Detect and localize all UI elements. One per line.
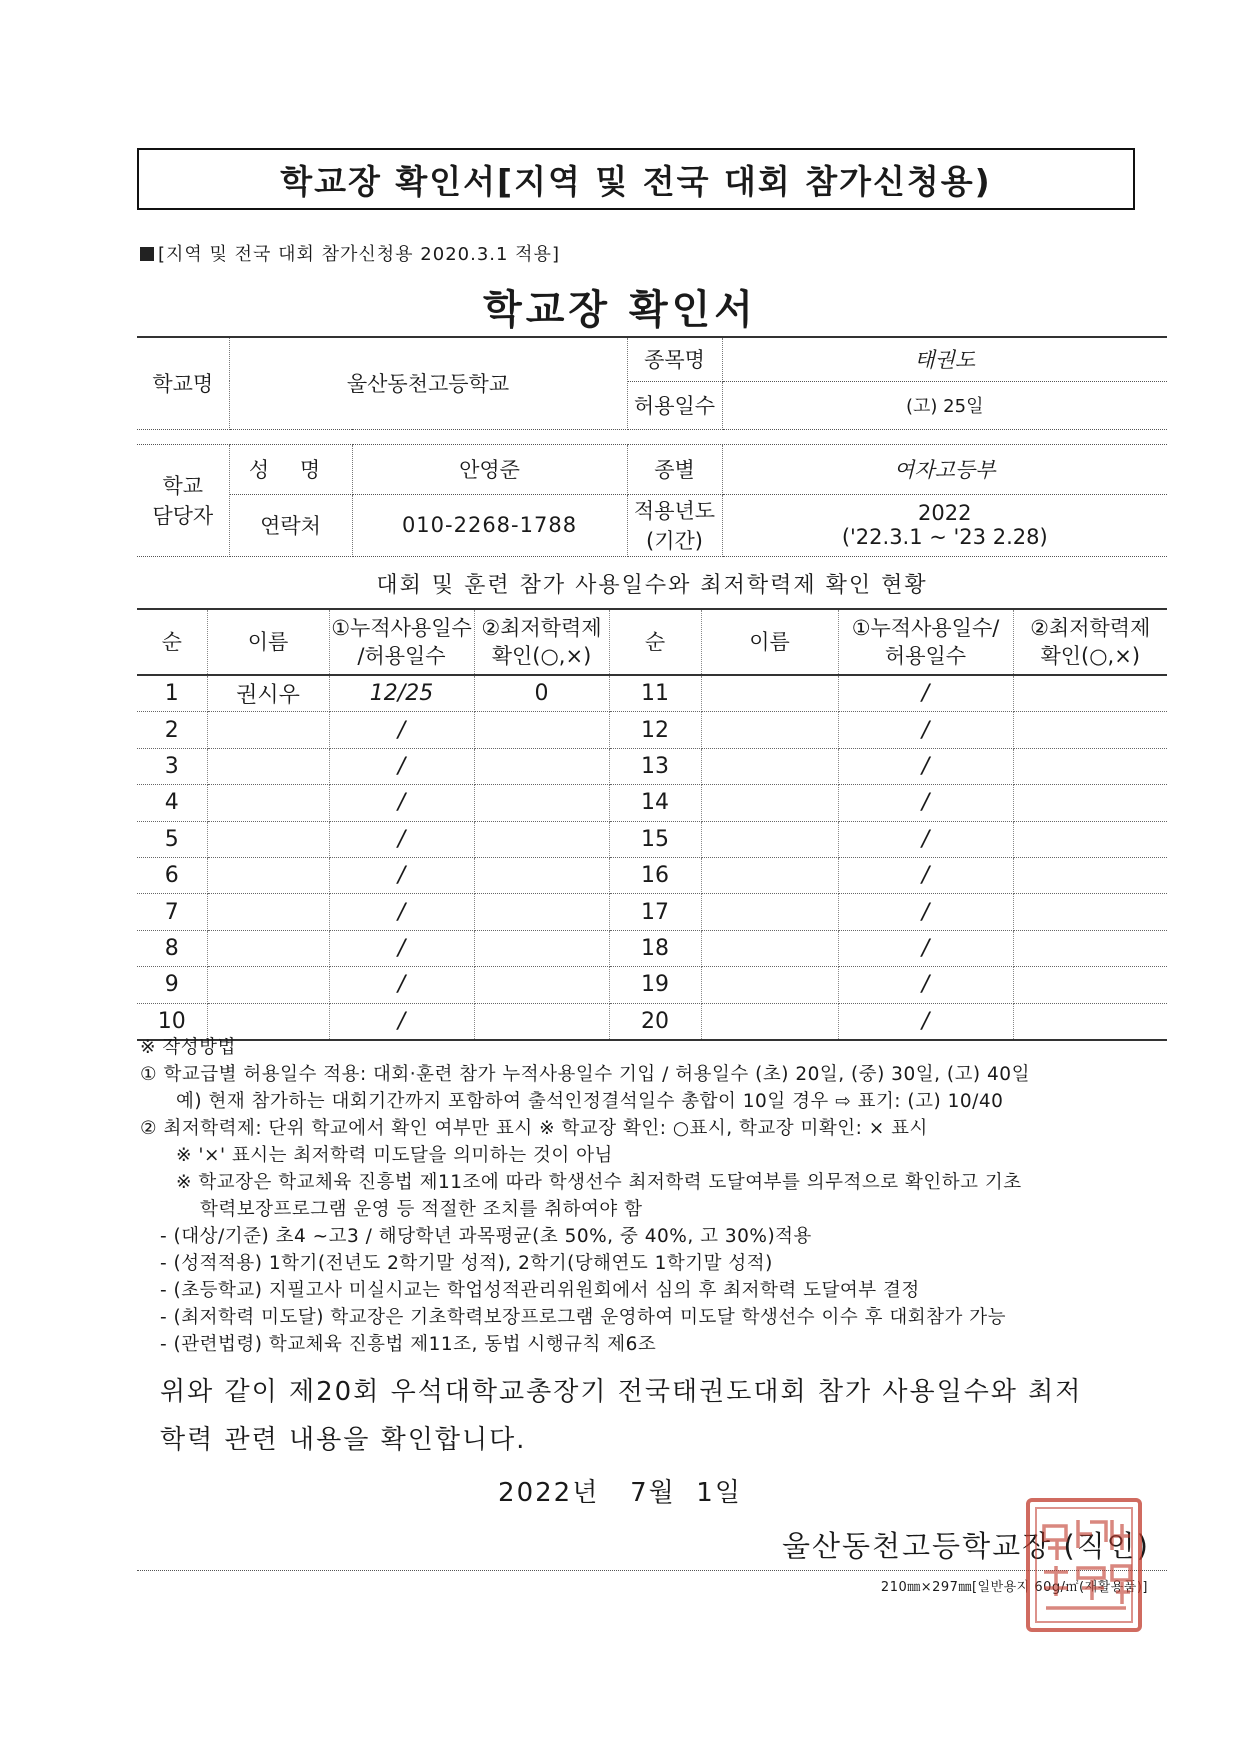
document-header-title: 학교장 확인서[지역 및 전국 대회 참가신청용) [137,148,1135,210]
col-header-days [329,609,474,675]
cumulative-days-cell: / [838,748,1013,784]
col-header-check [474,609,609,675]
cumulative-days-cell: / [329,748,474,784]
student-name-cell [207,785,329,821]
row-number-cell: 5 [137,821,207,857]
row-number-cell: 3 [137,748,207,784]
table-gap [137,429,1167,444]
form-note [140,240,560,266]
min-academic-check-cell [474,894,609,930]
student-name-cell [207,712,329,748]
student-name-cell [701,712,838,748]
event-label: 종목명 [627,337,722,381]
col-header-name-right: 이름 [701,609,838,675]
square-bullet-icon [140,247,154,261]
allowed-days-label: 허용일수 [627,381,722,429]
col-header-check-right-line2: 확인(○,×) [1040,644,1141,668]
cumulative-days-cell: / [329,894,474,930]
table-row [137,785,1167,821]
student-name-cell [701,785,838,821]
name-value: 안영준 [352,444,627,494]
student-name-cell [701,748,838,784]
cumulative-days-cell: / [329,821,474,857]
min-academic-check-cell [474,821,609,857]
student-name-cell [207,967,329,1003]
row-number-cell: 7 [137,894,207,930]
cumulative-days-cell: / [838,967,1013,1003]
min-academic-check-cell [474,967,609,1003]
col-header-check-right-line1: ②최저학력제 [1030,616,1151,640]
cumulative-days-cell: / [838,675,1013,712]
note-line: ② 최저학력제: 단위 학교에서 확인 여부만 표시 ※ 학교장 확인: ○표시, 학교장 미확인: × 표시 [140,1118,928,1139]
row-number-cell: 19 [609,967,701,1003]
row-number-cell: 1 [137,675,207,712]
col-header-days-line1: ①누적사용일수 [331,616,472,640]
cumulative-days-cell: / [329,857,474,893]
cumulative-days-cell: 12/25 [329,675,474,712]
allowed-days-value: (고) 25일 [722,381,1167,429]
table-row [137,712,1167,748]
student-name-cell [701,894,838,930]
note-line: ① 학교급별 허용일수 적용: 대회·훈련 참가 누적사용일수 기입 / 허용일수 (초) 20일, (중) 30일, (고) 40일 [140,1064,1030,1085]
col-header-days-right-line2: 허용일수 [884,644,967,668]
school-info-table [137,336,1167,557]
col-header-name: 이름 [207,609,329,675]
manager-label-line1: 학교 [162,474,204,498]
confirmation-line: 학력 관련 내용을 확인합니다. [160,1425,527,1455]
school-label: 학교명 [137,337,229,429]
min-academic-check-cell [1013,712,1167,748]
cumulative-days-cell: / [329,785,474,821]
contact-value: 010-2268-1788 [352,494,627,556]
year-label [627,494,722,556]
writing-instructions [140,1034,1170,1358]
min-academic-check-cell: 0 [474,675,609,712]
note-line: 예) 현재 참가하는 대회기간까지 포함하여 출석인정결석일수 총합이 10일 경우 ⇨ 표기: (고) 10/40 [176,1091,1004,1112]
roster-header-row [137,609,1167,675]
school-name: 울산동천고등학교 [229,337,627,429]
min-academic-check-cell [474,712,609,748]
min-academic-check-cell [1013,675,1167,712]
min-academic-check-cell [1013,748,1167,784]
student-name-cell [207,821,329,857]
table-row [137,857,1167,893]
manager-label [137,444,229,556]
min-academic-check-cell [1013,894,1167,930]
min-academic-check-cell [1013,967,1167,1003]
student-name-cell [207,748,329,784]
note-line: ※ 학교장은 학교체육 진흥법 제11조에 따라 학생선수 최저학력 도달여부를 의무적으로 확인하고 기초 [176,1172,1022,1193]
student-name-cell [207,857,329,893]
confirmation-line: 위와 같이 제20회 우석대학교총장기 전국태권도대회 참가 사용일수와 최저 [160,1377,1083,1407]
table-row [137,967,1167,1003]
min-academic-check-cell [474,930,609,966]
student-name-cell [207,894,329,930]
min-academic-check-cell [1013,821,1167,857]
student-name-cell [701,675,838,712]
note-line: - (최저학력 미도달) 학교장은 기초학력보장프로그램 운영하여 미도달 학생선수 이수 후 대회참가 가능 [160,1307,1007,1328]
col-header-check-line2: 확인(○,×) [491,644,592,668]
row-number-cell: 13 [609,748,701,784]
year-label-line2: (기간) [646,529,703,553]
col-header-days-right [838,609,1013,675]
official-seal-stamp [1024,1496,1144,1634]
section-title: 대회 및 훈련 참가 사용일수와 최저학력제 확인 현황 [376,573,928,598]
cumulative-days-cell: / [838,1003,1013,1040]
roster-table [137,608,1167,1041]
form-note-text: [지역 및 전국 대회 참가신청용 2020.3.1 적용] [158,244,560,265]
row-number-cell: 10 [137,1003,207,1040]
min-academic-check-cell [1013,785,1167,821]
row-number-cell: 17 [609,894,701,930]
year-value-line2: ('22.3.1 ~ '23 2.28) [841,525,1048,549]
min-academic-check-cell [474,857,609,893]
col-header-days-line2: /허용일수 [357,644,446,668]
row-number-cell: 4 [137,785,207,821]
student-name-cell [701,857,838,893]
note-line: - (관련법령) 학교체육 진흥법 제11조, 동법 시행규칙 제6조 [160,1334,657,1355]
main-title: 학교장 확인서 [483,287,757,333]
event-value: 태권도 [722,337,1167,381]
cumulative-days-cell: / [838,894,1013,930]
cumulative-days-cell: / [329,930,474,966]
student-name-cell [701,930,838,966]
student-name-cell [701,821,838,857]
row-number-cell: 18 [609,930,701,966]
cumulative-days-cell: / [838,857,1013,893]
cumulative-days-cell: / [838,712,1013,748]
cumulative-days-cell: / [329,967,474,1003]
col-header-no-right: 순 [609,609,701,675]
category-label: 종별 [627,444,722,494]
category-value: 여자고등부 [722,444,1167,494]
col-header-days-right-line1: ①누적사용일수/ [851,616,1000,640]
col-header-check-right [1013,609,1167,675]
note-line: - (성적적용) 1학기(전년도 2학기말 성적), 2학기(당해연도 1학기말 성적) [160,1253,773,1274]
col-header-no: 순 [137,609,207,675]
row-number-cell: 14 [609,785,701,821]
contact-label: 연락처 [229,494,352,556]
table-row [137,821,1167,857]
year-value-line1: 2022 [918,501,972,525]
confirmation-statement [160,1368,1160,1464]
row-number-cell: 2 [137,712,207,748]
year-value [722,494,1167,556]
col-header-check-line1: ②최저학력제 [481,616,602,640]
row-number-cell: 6 [137,857,207,893]
row-number-cell: 12 [609,712,701,748]
row-number-cell: 8 [137,930,207,966]
note-line: - (대상/기준) 초4 ~고3 / 해당학년 과목평균(초 50%, 중 40%, 고 30%)적용 [160,1226,812,1247]
principal-signature: 울산동천고등학교장 (직인) [781,1529,1150,1563]
row-number-cell: 20 [609,1003,701,1040]
cumulative-days-cell: / [838,785,1013,821]
min-academic-check-cell [1013,930,1167,966]
row-number-cell: 11 [609,675,701,712]
table-row [137,675,1167,712]
cumulative-days-cell: / [329,1003,474,1040]
note-line: 학력보장프로그램 운영 등 적절한 조치를 취하여야 함 [200,1199,643,1220]
row-number-cell: 9 [137,967,207,1003]
year-label-line1: 적용년도 [633,499,716,523]
cumulative-days-cell: / [329,712,474,748]
min-academic-check-cell [474,785,609,821]
student-name-cell [207,930,329,966]
note-line: ※ '×' 표시는 최저학력 미도달을 의미하는 것이 아님 [176,1145,613,1166]
table-row [137,894,1167,930]
name-label: 성 명 [229,444,352,494]
issue-date: 2022년 7월 1일 [498,1478,742,1508]
row-number-cell: 15 [609,821,701,857]
note-heading: ※ 작성방법 [140,1037,236,1058]
table-row [137,748,1167,784]
manager-label-line2: 담당자 [152,504,214,528]
student-name-cell: 권시우 [207,675,329,712]
bottom-divider [137,1570,1167,1571]
cumulative-days-cell: / [838,930,1013,966]
min-academic-check-cell [474,748,609,784]
cumulative-days-cell: / [838,821,1013,857]
student-name-cell [701,967,838,1003]
min-academic-check-cell [1013,857,1167,893]
paper-spec: 210㎜×297㎜[일반용지 60g/㎡(재활용품)] [880,1580,1148,1595]
note-line: - (초등학교) 지필고사 미실시교는 학업성적관리위원회에서 심의 후 최저학력 도달여부 결정 [160,1280,920,1301]
table-row [137,930,1167,966]
row-number-cell: 16 [609,857,701,893]
